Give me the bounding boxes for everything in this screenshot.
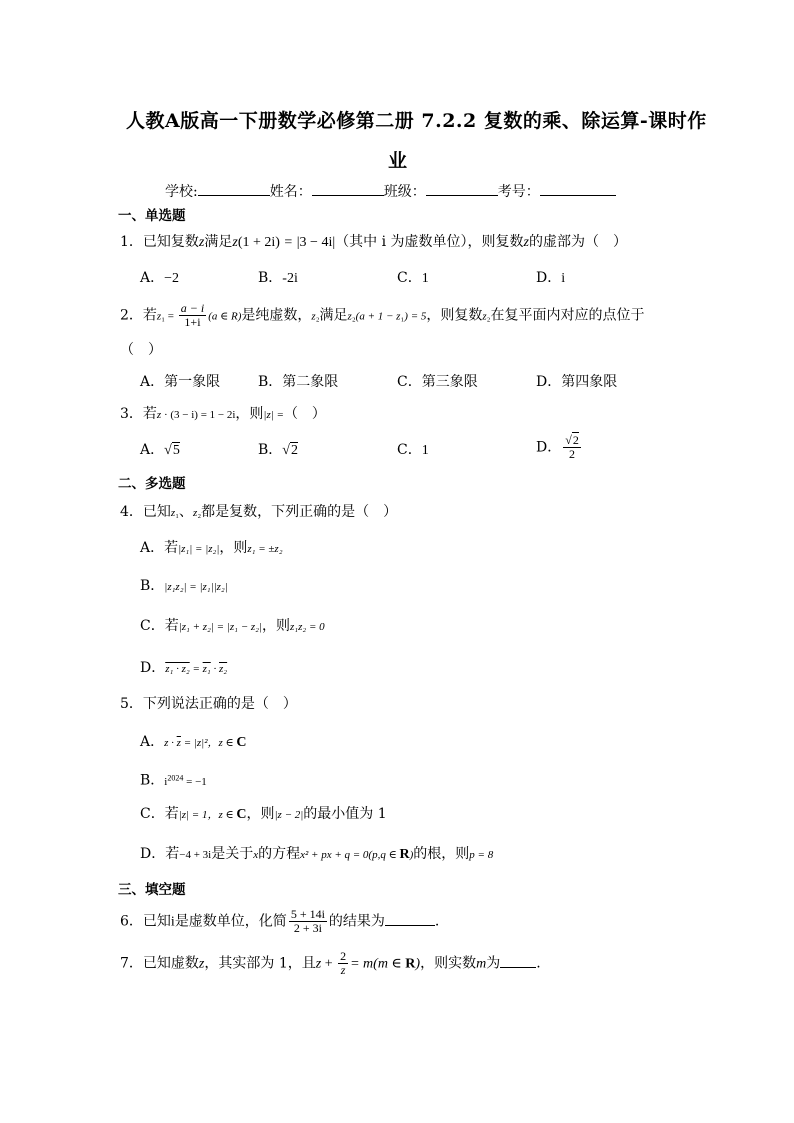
q1-option-a[interactable]: A．−2 bbox=[140, 270, 180, 286]
q5-option-b[interactable]: B．$i^{2024} = -1$ bbox=[140, 772, 207, 789]
q5-option-c[interactable]: C．若|z| = 1，z ∈ C，则|z − 2|的最小值为 1 bbox=[140, 806, 387, 822]
q3-option-d[interactable]: D． $\frac{√2}{2}$ bbox=[536, 433, 579, 461]
q2-paren: （ ） bbox=[120, 342, 162, 358]
section-heading-fill: 三、填空题 bbox=[118, 882, 186, 898]
page-title: 人教A版高一下册数学必修第二册 7.2.2 复数的乘、除运算-课时作 bbox=[126, 110, 707, 132]
q3-option-c[interactable]: C．1 bbox=[397, 442, 429, 458]
q4-option-b[interactable]: B．|z₁z₂| = |z₁||z₂| bbox=[140, 578, 228, 594]
q4-option-a[interactable]: A．若|z₁| = |z₂|，则z₁ = ±z₂ bbox=[140, 540, 283, 556]
school-label: 学校: bbox=[165, 184, 198, 200]
question-1: 1．已知复数z满足z(1 + 2i) = |3 − 4i|（其中 i 为虚数单位），则复数z的虚部为（ ） bbox=[120, 234, 627, 250]
name-blank[interactable] bbox=[312, 181, 384, 196]
question-7: 7．已知虚数z，其实部为 1，且z + $\frac{2}{z}$ = m(m ∈ R)，则实数m为 . bbox=[120, 949, 541, 977]
id-label: 考号： bbox=[497, 184, 540, 200]
q2-option-c[interactable]: C．第三象限 bbox=[397, 374, 478, 390]
q6-answer-blank[interactable] bbox=[385, 911, 435, 926]
question-3: 3．若z · (3 − i) = 1 − 2i，则|z| =（ ） bbox=[120, 406, 326, 422]
info-line bbox=[165, 181, 616, 202]
question-5: 5．下列说法正确的是（ ） bbox=[120, 696, 297, 712]
q5-option-a[interactable]: A．$z \cdot \overline{z} = |z|^2$，z ∈ C bbox=[140, 734, 247, 750]
section-heading-multi: 二、多选题 bbox=[118, 476, 186, 492]
q4-option-d[interactable]: D．z₁ · z₂ = z₁ · z₂ bbox=[140, 660, 228, 676]
q1-option-b[interactable]: B．-2i bbox=[258, 270, 298, 286]
q1-option-c[interactable]: C．1 bbox=[397, 270, 429, 286]
school-blank[interactable] bbox=[198, 181, 270, 196]
q3-option-a[interactable]: A．√5 bbox=[140, 442, 180, 458]
q2-option-d[interactable]: D．第四象限 bbox=[536, 374, 618, 390]
q7-answer-blank[interactable] bbox=[500, 953, 536, 968]
section-heading-single: 一、单选题 bbox=[118, 208, 186, 224]
q2-option-b[interactable]: B．第二象限 bbox=[258, 374, 339, 390]
id-blank[interactable] bbox=[540, 181, 616, 196]
question-6: 6．已知i是虚数单位，化简 $\frac{5 + 14i}{2 + 3i}$ 的结果为 . bbox=[120, 907, 440, 935]
class-label: 班级： bbox=[383, 184, 426, 200]
question-4: 4．已知z₁、z₂都是复数，下列正确的是（ ） bbox=[120, 504, 398, 520]
name-label: 姓名： bbox=[269, 184, 312, 200]
q2-option-a[interactable]: A．第一象限 bbox=[140, 374, 221, 390]
q5-option-d[interactable]: D．若−4 + 3i是关于x的方程x² + px + q = 0(p,q ∈ R)的根，则p = 8 bbox=[140, 846, 494, 862]
q4-option-c[interactable]: C．若|z₁ + z₂| = |z₁ − z₂|，则z₁z₂ = 0 bbox=[140, 618, 325, 634]
q3-option-b[interactable]: B．√2 bbox=[258, 442, 298, 458]
q1-option-d[interactable]: D．i bbox=[536, 270, 566, 286]
class-blank[interactable] bbox=[426, 181, 498, 196]
question-2: 2．若z₁ = $\frac{a - i}{1+i}$ (a ∈ R)是纯虚数，z₂满足z₂(a + 1 − z₁) = 5，则复数z₂在复平面内对应的点位于 bbox=[120, 301, 645, 329]
page-title-cont: 业 bbox=[388, 150, 408, 172]
